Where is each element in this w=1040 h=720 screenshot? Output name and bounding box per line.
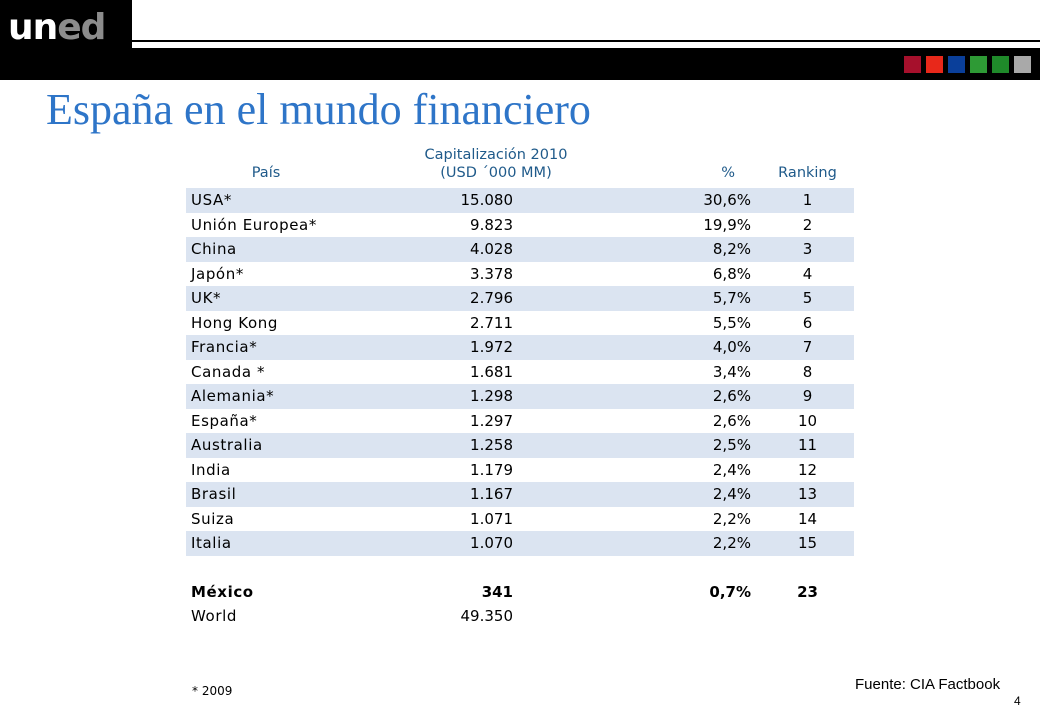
cell-pct: 2,4% [646,482,761,507]
cell-cap: 1.297 [470,411,513,430]
table-row [186,458,854,483]
cell-rank: 8 [802,362,813,381]
header-square [948,56,965,73]
cell-country: UK* [186,286,346,311]
color-squares [904,56,1031,73]
table-row [186,335,854,360]
table-row [186,311,854,336]
cell-pct: 6,8% [712,264,751,283]
cell-country: Unión Europea* [191,215,317,234]
cell-cap: 1.681 [470,362,513,381]
cell-country: World [191,607,237,625]
page-number: 4 [1014,694,1021,708]
capitalization-table [186,146,854,629]
cell-cap: 1.071 [470,509,513,528]
cell-pct: 3,4% [712,362,751,381]
table-row [186,360,854,385]
table-row-mexico [186,580,854,605]
cell-country: España* [191,411,258,430]
cell-rank: 6 [802,313,813,332]
cell-country: Brasil [186,482,346,507]
cell-rank: 4 [802,264,813,283]
table-row-world [186,604,854,629]
table-row [186,507,854,532]
table-row [186,188,854,213]
cell-cap: 49.350 [460,607,513,625]
cell-country: Francia* [186,335,346,360]
cell-cap: 1.167 [346,482,646,507]
cell-rank: 12 [797,460,818,479]
cell-pct: 2,6% [646,384,761,409]
cell-cap: 1.179 [470,460,513,479]
source-note: Fuente: CIA Factbook [855,676,1001,693]
cell-cap: 1.972 [346,335,646,360]
table-row [186,433,854,458]
cell-country: China [186,237,346,262]
cell-country: Australia [186,433,346,458]
cell-country: Alemania* [186,384,346,409]
cell-rank: 14 [797,509,818,528]
cell-rank: 9 [761,384,854,409]
header-ranking: Ranking [778,165,837,181]
cell-country: USA* [186,188,346,213]
cell-cap: 2.796 [346,286,646,311]
cell-rank: 5 [761,286,854,311]
cell-rank: 13 [761,482,854,507]
cell-cap: 15.080 [346,188,646,213]
cell-country: México [191,582,254,601]
header-country: País [251,165,281,181]
header-square [904,56,921,73]
cell-rank: 23 [797,582,818,601]
header-square [926,56,943,73]
table-row [186,213,854,238]
cell-pct: 5,5% [712,313,751,332]
table-row [186,262,854,287]
cell-rank: 3 [761,237,854,262]
spacer-row [186,556,854,580]
cell-pct [646,604,761,629]
cell-pct: 5,7% [646,286,761,311]
page-title: España en el mundo financiero [46,85,591,134]
cell-pct: 2,4% [712,460,751,479]
cell-pct: 4,0% [646,335,761,360]
cell-rank: 15 [761,531,854,556]
header-percent: % [721,165,735,181]
header-capitalization: Capitalización 2010 (USD ´000 MM) [424,147,568,181]
cell-pct: 8,2% [646,237,761,262]
cell-rank: 10 [797,411,818,430]
cell-cap: 9.823 [470,215,513,234]
cell-country: India [191,460,231,479]
table-row [186,286,854,311]
cell-pct: 2,5% [646,433,761,458]
footnote: * 2009 [192,684,233,698]
cell-country: Italia [186,531,346,556]
cell-cap: 1.298 [346,384,646,409]
table-row [186,384,854,409]
cell-cap: 1.070 [346,531,646,556]
cell-cap: 1.258 [346,433,646,458]
table-row [186,237,854,262]
cell-pct: 2,6% [712,411,751,430]
table-header-row [186,146,854,188]
cell-rank: 11 [761,433,854,458]
cell-pct: 0,7% [709,582,751,601]
cell-rank: 2 [802,215,813,234]
cell-pct: 30,6% [646,188,761,213]
cell-country: Suiza [191,509,235,528]
cell-country: Japón* [191,264,244,283]
cell-cap: 3.378 [470,264,513,283]
cell-cap: 4.028 [346,237,646,262]
cell-cap: 2.711 [470,313,513,332]
cell-rank [761,604,854,629]
cell-pct: 2,2% [646,531,761,556]
header-square [992,56,1009,73]
header-square [1014,56,1031,73]
table-row [186,482,854,507]
cell-rank: 7 [761,335,854,360]
cell-rank: 1 [761,188,854,213]
cell-country: Hong Kong [191,313,278,332]
header-line [132,40,1040,42]
table-row [186,531,854,556]
cell-pct: 2,2% [712,509,751,528]
cell-cap: 341 [481,582,513,601]
uned-logo: uned [8,7,106,48]
header-square [970,56,987,73]
cell-country: Canada * [191,362,266,381]
table-row [186,409,854,434]
cell-pct: 19,9% [703,215,751,234]
